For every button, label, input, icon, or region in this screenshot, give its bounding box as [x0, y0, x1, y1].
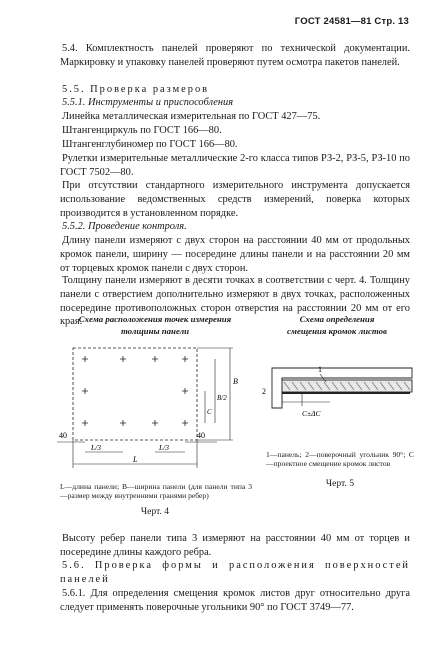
paragraph-alternative: При отсутствии стандартного измерительного инструмента допускается использование ведомственных средств измерений, поверка которых производится в установленном порядке. — [60, 180, 410, 219]
label-l3-right: L/3 — [159, 443, 170, 452]
label-40-right: 40 — [197, 431, 205, 440]
figure-5-caption-line-1: Схема определения — [299, 314, 375, 324]
figure-4-diagram — [55, 338, 255, 478]
paragraph-tape: Рулетки измерительные металлические 2-го класса типов РЗ-2, РЗ-5, РЗ-10 по ГОСТ 7502—80. — [60, 153, 410, 178]
heading-5-5-2: 5.5.2. Проведение контроля. — [62, 221, 187, 232]
paragraph-depth-gauge: Штангенглубиномер по ГОСТ 166—80. — [62, 139, 238, 150]
paragraph-length: Длину панели измеряют с двух сторон на расстоянии 40 мм от продольных кромок панели, ширину — посередине длины панели и на расстоянии 20 мм от торцевых кромок панели с двух сторон. — [60, 235, 410, 274]
figure-5-caption-line-2: смещения кромок листов — [287, 326, 387, 336]
label-1: 1 — [318, 365, 322, 374]
figure-5-label: Черт. 5 — [325, 478, 355, 489]
label-l: L — [133, 455, 138, 464]
heading-5-6: 5.6. Проверка формы и расположения поверхностей панелей — [60, 560, 410, 585]
label-b-half: B/2 — [217, 394, 227, 402]
figure-4-label: Черт. 4 — [140, 506, 170, 517]
paragraph-5-6-1: 5.6.1. Для определения смещения кромок листов друг относительно друга следует применять поверочные угольники 90° по ГОСТ 3749—77. — [60, 588, 410, 613]
paragraph-thickness: Толщину панели измеряют в десяти точках в соответствии с черт. 4. Толщину панели с отверстием дополнительно измеряют в двух точках, расположенных посередине противоположных сторон отверстия на расстоянии 20 мм от его края. — [60, 275, 410, 328]
heading-5-5: 5.5. Проверка размеров — [62, 84, 210, 95]
paragraph-ruler: Линейка металлическая измерительная по ГОСТ 427—75. — [62, 111, 321, 122]
paragraph-5-4: 5.4. Комплектность панелей проверяют по технической документации. Маркировку и упаковку панелей проверяют путем осмотра пакетов панелей. — [60, 43, 410, 68]
label-b: B — [233, 377, 238, 386]
label-40-left: 40 — [59, 431, 67, 440]
paragraph-rib-height: Высоту ребер панели типа 3 измеряют на расстоянии 40 мм от торцев и посередине длины каждого ребра. — [60, 533, 410, 558]
figure-4-legend: L—длина панели; B—ширина панели (для панели типа 3—размер между внутренними гранями ребер) — [60, 482, 252, 501]
figure-5-legend: 1—панель; 2—поверочный угольник 90°; C—проектное смещение кромок листов — [266, 450, 414, 469]
page-header: ГОСТ 24581—81 Стр. 13 — [294, 16, 409, 27]
heading-5-5-1: 5.5.1. Инструменты и приспособления — [62, 97, 234, 108]
figure-4-caption-line-1: Схема расположения точек измерения — [78, 314, 232, 324]
figure-5-diagram — [262, 360, 417, 440]
label-c-delta-c: C±ΔC — [302, 409, 321, 418]
figure-4-caption-line-2: толщины панели — [120, 326, 190, 336]
label-l3-left: L/3 — [91, 443, 102, 452]
label-c: C — [207, 408, 212, 416]
label-2: 2 — [262, 387, 266, 396]
paragraph-caliper: Штангенциркуль по ГОСТ 166—80. — [62, 125, 222, 136]
measuring-points — [82, 356, 188, 426]
